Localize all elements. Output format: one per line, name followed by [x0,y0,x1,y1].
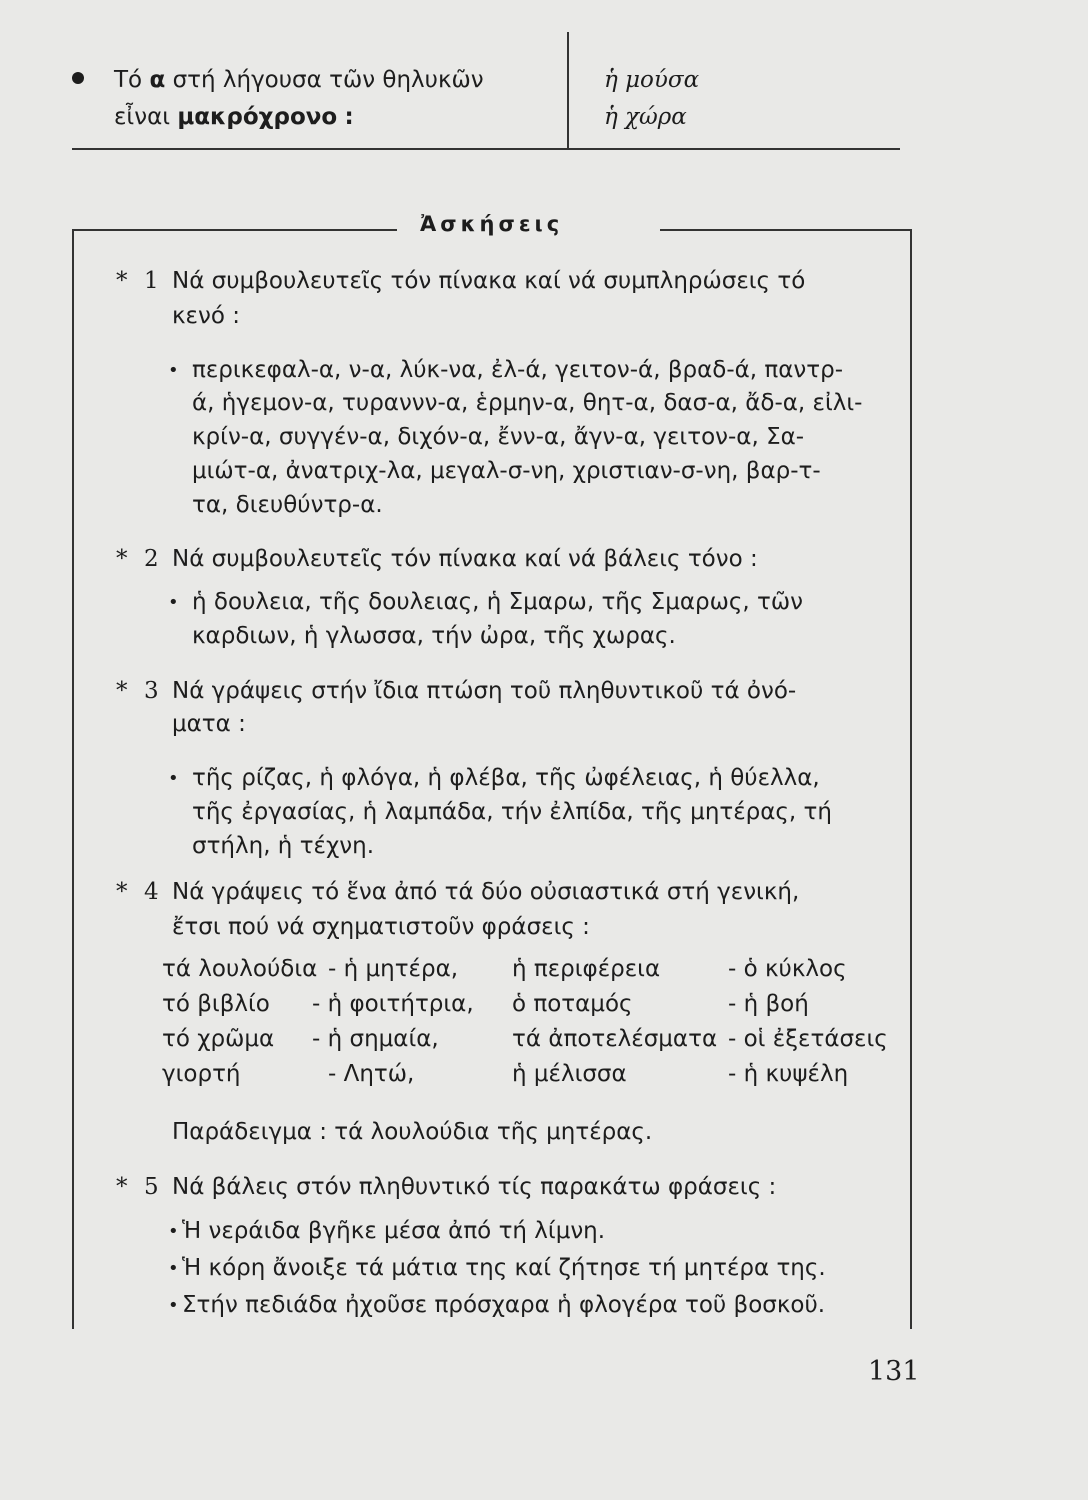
exercise-3-item: τῆς ρίζας, ἡ φλόγα, ἡ φλέβα, τῆς ὠφέλειας, ἡ θύελλα, [192,765,820,791]
textbook-page: Τό α στή λήγουσα τῶν θηλυκῶν εἶναι μακρόχρονο : ἡ μούσα ἡ χώρα Ἀσκήσεις * 1 Νά συμβουλευτεῖς τόν πίνακα καί νά συμπληρώσεις τό κενό : • περικεφαλ-α, ν-α, λύκ-να, ἐλ-ά, γειτον-ά, βραδ-ά, παντρ- ά, ἡγεμον-α, τυραννν-α, ἑρμην-α, θητ-α, δασ-α, ἄδ-α, εἰλι- κρίν-α, συγγέν-α, διχόν-α, ἔνν-α, ἄγν-α, γειτον-α, Σα- μιώτ-α, ἀνατριχ-λα, μεγαλ-σ-νη, χριστιαν-σ-νη, βαρ-τ- τα, διευθύντρ-α. * 2 Νά συμβουλευτεῖς τόν πίνακα καί νά βάλεις τόνο : • ἡ δουλεια, τῆς δουλειας, ἡ Σμαρω, τῆς Σμαρως, τῶν καρδιων, ἡ γλωσσα, τήν ὠρα, τῆς χωρας. * 3 Νά γράψεις στήν ἴδια πτώση τοῦ πληθυντικοῦ τά ὀνό- ματα : • τῆς ρίζας, ἡ φλόγα, ἡ φλέβα, τῆς ὠφέλειας, ἡ θύελλα, τῆς ἐργασίας, ἡ λαμπάδα, τήν ἐλπίδα, τῆς μητέρας, τή στήλη, ἡ τέχνη. * 4 Νά γράψεις τό ἕνα ἀπό τά δύο οὐσιαστικά στή γενική, ἔτσι πού νά σχηματιστοῦν φράσεις : τά λουλούδια - ἡ μητέρα, ἡ περιφέρεια - ὁ κύκλος τό βιβλίο - ἡ φοιτήτρια, ὁ ποταμός - ἡ βοή τό χρῶμα - ἡ σημαία, τά ἀποτελέσματα - οἱ ἐξετάσεις γιορτή - Λητώ, ἡ μέλισσα - ἡ κυψέλη Παράδειγμα : τά λουλούδια τῆς μητέρας. * 5 Νά βάλεις στόν πληθυντικό τίς παρακάτω φράσεις : • Ἡ νεράιδα βγῆκε μέσα ἀπό τή λίμνη. • Ἡ κόρη ἄνοιξε τά μάτια της καί ζήτησε τή μητέρα της. • Στήν πεδιάδα ἠχοῦσε πρόσχαρα ἡ φλογέρα τοῦ βοσκοῦ. 131 [0,0,1088,1500]
column-divider [567,32,569,150]
bullet-dot [72,72,84,84]
rule-text: Τό α στή λήγουσα τῶν θηλυκῶν εἶναι μακρόχρονο : [114,67,484,130]
rule-alpha: α [149,67,166,93]
exercise-4-instruction: Νά γράψεις τό ἕνα ἀπό τά δύο οὐσιαστικά στή γενική, [172,879,800,905]
bullet: • [168,360,179,381]
exercise-1-item: περικεφαλ-α, ν-α, λύκ-να, ἐλ-ά, γειτον-ά, βραδ-ά, παντρ- [192,357,844,383]
exercise-2-item: ἡ δουλεια, τῆς δουλειας, ἡ Σμαρω, τῆς Σμαρως, τῶν [192,589,803,615]
exercise-5-instruction: Νά βάλεις στόν πληθυντικό τίς παρακάτω φράσεις : [172,1174,777,1200]
exercise-2-instruction: Νά συμβουλευτεῖς τόν πίνακα καί νά βάλεις τόνο : [172,546,758,572]
exercise-2-number: 2 [144,546,159,572]
exercise-1-star: * [116,268,128,294]
exercise-4-number: 4 [144,879,159,905]
exercises-heading: Ἀσκήσεις [420,212,564,236]
grammar-rule [72,32,900,150]
rule-bold-term: μακρόχρονο [177,104,338,130]
exercise-3-instruction: Νά γράψεις στήν ἴδια πτώση τοῦ πληθυντικοῦ τά ὀνό- [172,678,797,704]
exercise-3-number: 3 [144,678,159,704]
exercise-5-number: 5 [144,1174,159,1200]
rule-examples: ἡ μούσα ἡ χώρα [604,67,700,130]
rule-underline [72,148,900,150]
exercise-1-number: 1 [144,268,159,294]
page-number: 131 [868,1356,920,1387]
exercise-4-example: Παράδειγμα : τά λουλούδια τῆς μητέρας. [172,1119,653,1145]
exercise-1-instruction: Νά συμβουλευτεῖς τόν πίνακα καί νά συμπληρώσεις τό [172,268,806,294]
exercise-5-item: Ἡ νεράιδα βγῆκε μέσα ἀπό τή λίμνη. [182,1218,606,1244]
